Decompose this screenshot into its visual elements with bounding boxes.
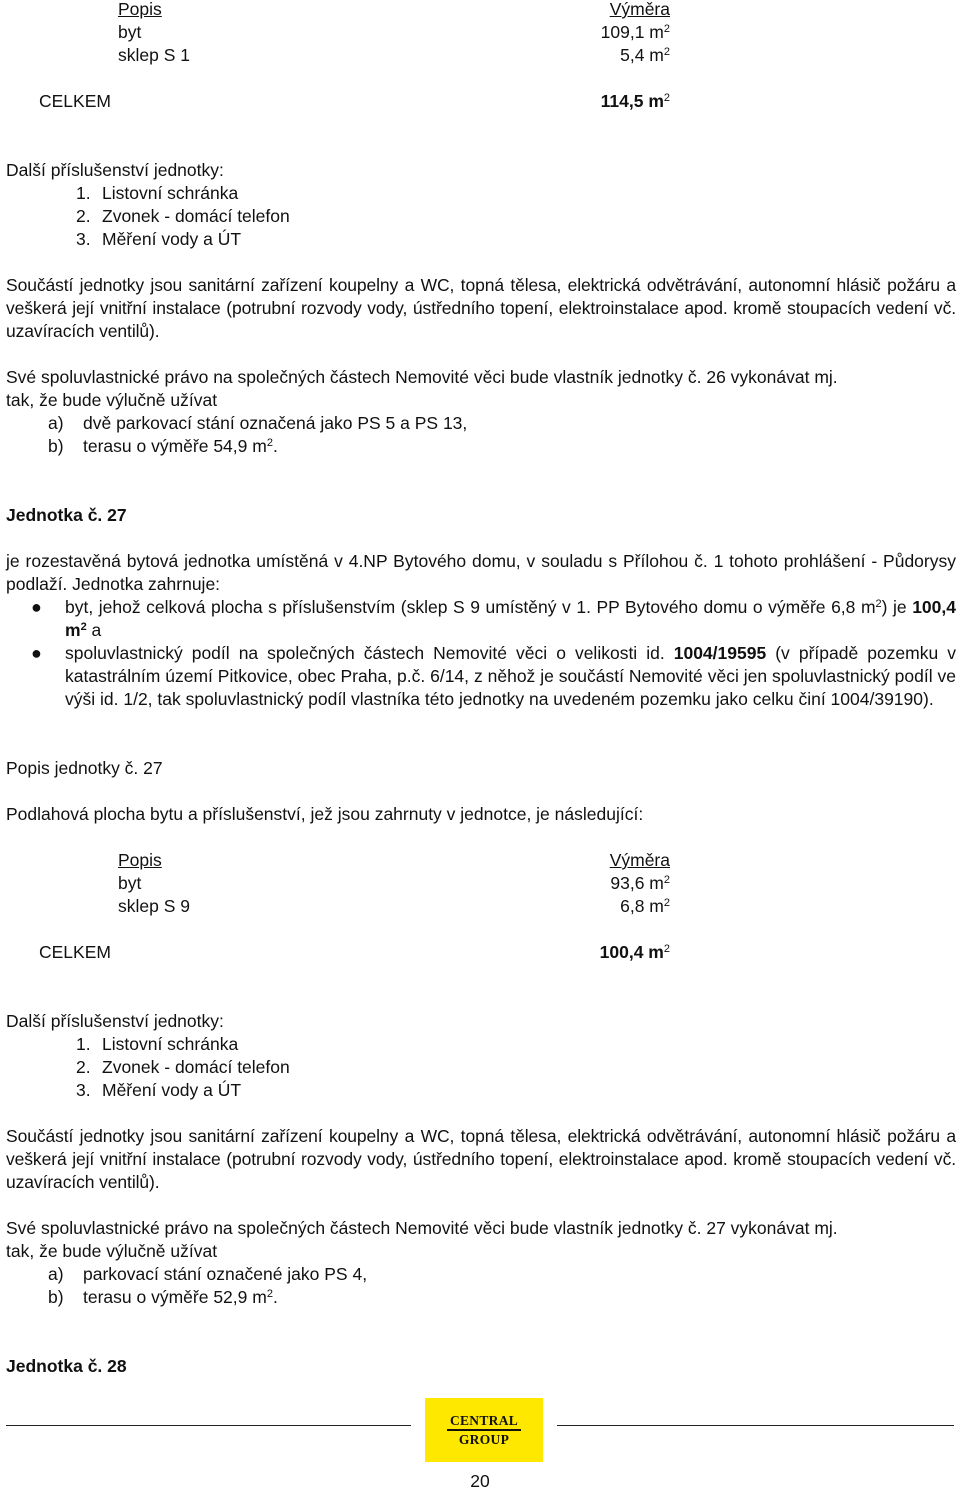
total-label: CELKEM	[39, 942, 111, 962]
list-item: b) terasu o výměře 54,9 $m^2$.	[48, 436, 278, 456]
rights-paragraph-line2: tak, že bude výlučně užívat	[6, 1241, 218, 1261]
row-value: 109,1 $m^2$	[600, 22, 670, 42]
list-item: ● spoluvlastnický podíl na společných částech Nemovité věci o velikosti id. 1004/19595 (v případě pozemku v katastrálním území Pitkovice, obec Praha, p.č. 6/14, z něhož je součástí Nemovité věci jen spoluvlastnický podíl ve výši id. 1/2, tak spoluvlastnický podíl vlastníka této jednotky na uvedeném pozemku jako celku činí 1004/39190).	[31, 643, 957, 709]
components-paragraph: Součástí jednotky jsou sanitární zařízení koupelny a WC, topná tělesa, elektrická odvětrávání, autonomní hlásič požáru a veškerá její vnitřní instalace (potrubní rozvody vody, ústředního topení, elektroinstalace apod. kromě stoupacích vedení vč. uzavíracích ventilů).	[6, 275, 956, 341]
total-value: 114,5 $m^2$	[600, 91, 670, 111]
row-value: 5,4 $m^2$	[620, 45, 670, 65]
floor-area-text: Podlahová plocha bytu a příslušenství, jež jsou zahrnuty v jednotce, je následující:	[6, 804, 644, 824]
list-item: ● byt, jehož celková plocha s příslušenstvím (sklep S 9 umístěný v 1. PP Bytového domu o výměře 6,8 $m^2$) je 100,4 $m^2$ a	[31, 597, 956, 640]
list-item: 1. Listovní schránka	[76, 1034, 239, 1054]
bullet-icon: ●	[31, 597, 42, 617]
column-header-description: Popis	[118, 850, 162, 870]
accessories-list	[6, 1033, 956, 1102]
row-label: byt	[118, 22, 142, 42]
rights-paragraph-line2: tak, že bude výlučně užívat	[6, 390, 218, 410]
area-table-total	[6, 90, 956, 113]
row-label: sklep S 9	[118, 896, 190, 916]
list-item: 3. Měření vody a ÚT	[76, 1080, 242, 1100]
bullet-icon: ●	[31, 643, 42, 663]
accessories-heading: Další příslušenství jednotky:	[6, 160, 224, 180]
list-item: a) dvě parkovací stání označená jako PS 5 a PS 13,	[48, 413, 468, 433]
logo-divider	[447, 1429, 521, 1431]
document-page	[6, 0, 956, 1378]
area-table-header	[6, 849, 956, 872]
unit-28-heading: Jednotka č. 28	[6, 1356, 127, 1376]
unit-27-bullets	[6, 596, 956, 711]
list-item: b) terasu o výměře 52,9 $m^2$.	[48, 1287, 278, 1307]
logo-text-central: CENTRAL	[449, 1413, 519, 1428]
rights-paragraph-line1: Své spoluvlastnické právo na společných částech Nemovité věci bude vlastník jednotky č. 27 vykonávat mj.	[6, 1218, 838, 1238]
total-label: CELKEM	[39, 91, 111, 111]
central-group-logo	[425, 1398, 543, 1462]
row-label: byt	[118, 873, 142, 893]
column-header-description: Popis	[118, 0, 162, 19]
list-item: 3. Měření vody a ÚT	[76, 229, 242, 249]
accessories-heading: Další příslušenství jednotky:	[6, 1011, 224, 1031]
logo-text-group: GROUP	[458, 1432, 510, 1447]
area-table-header	[6, 0, 956, 21]
area-table-row	[6, 44, 956, 67]
page-number: 20	[470, 1471, 490, 1491]
area-table-row	[6, 872, 956, 895]
rights-list	[6, 412, 956, 458]
row-label: sklep S 1	[118, 45, 190, 65]
components-paragraph: Součástí jednotky jsou sanitární zařízení koupelny a WC, topná tělesa, elektrická odvětrávání, autonomní hlásič požáru a veškerá její vnitřní instalace (potrubní rozvody vody, ústředního topení, elektroinstalace apod. kromě stoupacích vedení vč. uzavíracích ventilů).	[6, 1126, 956, 1192]
list-item: 2. Zvonek - domácí telefon	[76, 206, 290, 226]
unit-27-intro: je rozestavěná bytová jednotka umístěná v 4.NP Bytového domu, v souladu s Přílohou č. 1 tohoto prohlášení - Půdorysy podlaží. Jednotka zahrnuje:	[6, 551, 956, 594]
total-value: 100,4 $m^2$	[599, 942, 670, 962]
area-table-unit-27	[6, 849, 956, 964]
list-item: 2. Zvonek - domácí telefon	[76, 1057, 290, 1077]
row-value: 6,8 $m^2$	[620, 896, 670, 916]
area-table-row	[6, 895, 956, 918]
area-table-unit-26	[6, 0, 956, 113]
unit-27-heading: Jednotka č. 27	[6, 505, 127, 525]
rights-paragraph-line1: Své spoluvlastnické právo na společných částech Nemovité věci bude vlastník jednotky č. 26 vykonávat mj.	[6, 367, 838, 387]
list-item: a) parkovací stání označené jako PS 4,	[48, 1264, 368, 1284]
footer-rule-right	[557, 1425, 954, 1426]
column-header-area: Výměra	[609, 850, 670, 870]
footer-rule-left	[6, 1425, 411, 1426]
description-27-heading: Popis jednotky č. 27	[6, 758, 163, 778]
rights-list	[6, 1263, 956, 1309]
row-value: 93,6 $m^2$	[610, 873, 670, 893]
list-item: 1. Listovní schránka	[76, 183, 239, 203]
area-table-row	[6, 21, 956, 44]
accessories-list	[6, 182, 956, 251]
area-table-total	[6, 941, 956, 964]
column-header-area: Výměra	[609, 0, 670, 19]
